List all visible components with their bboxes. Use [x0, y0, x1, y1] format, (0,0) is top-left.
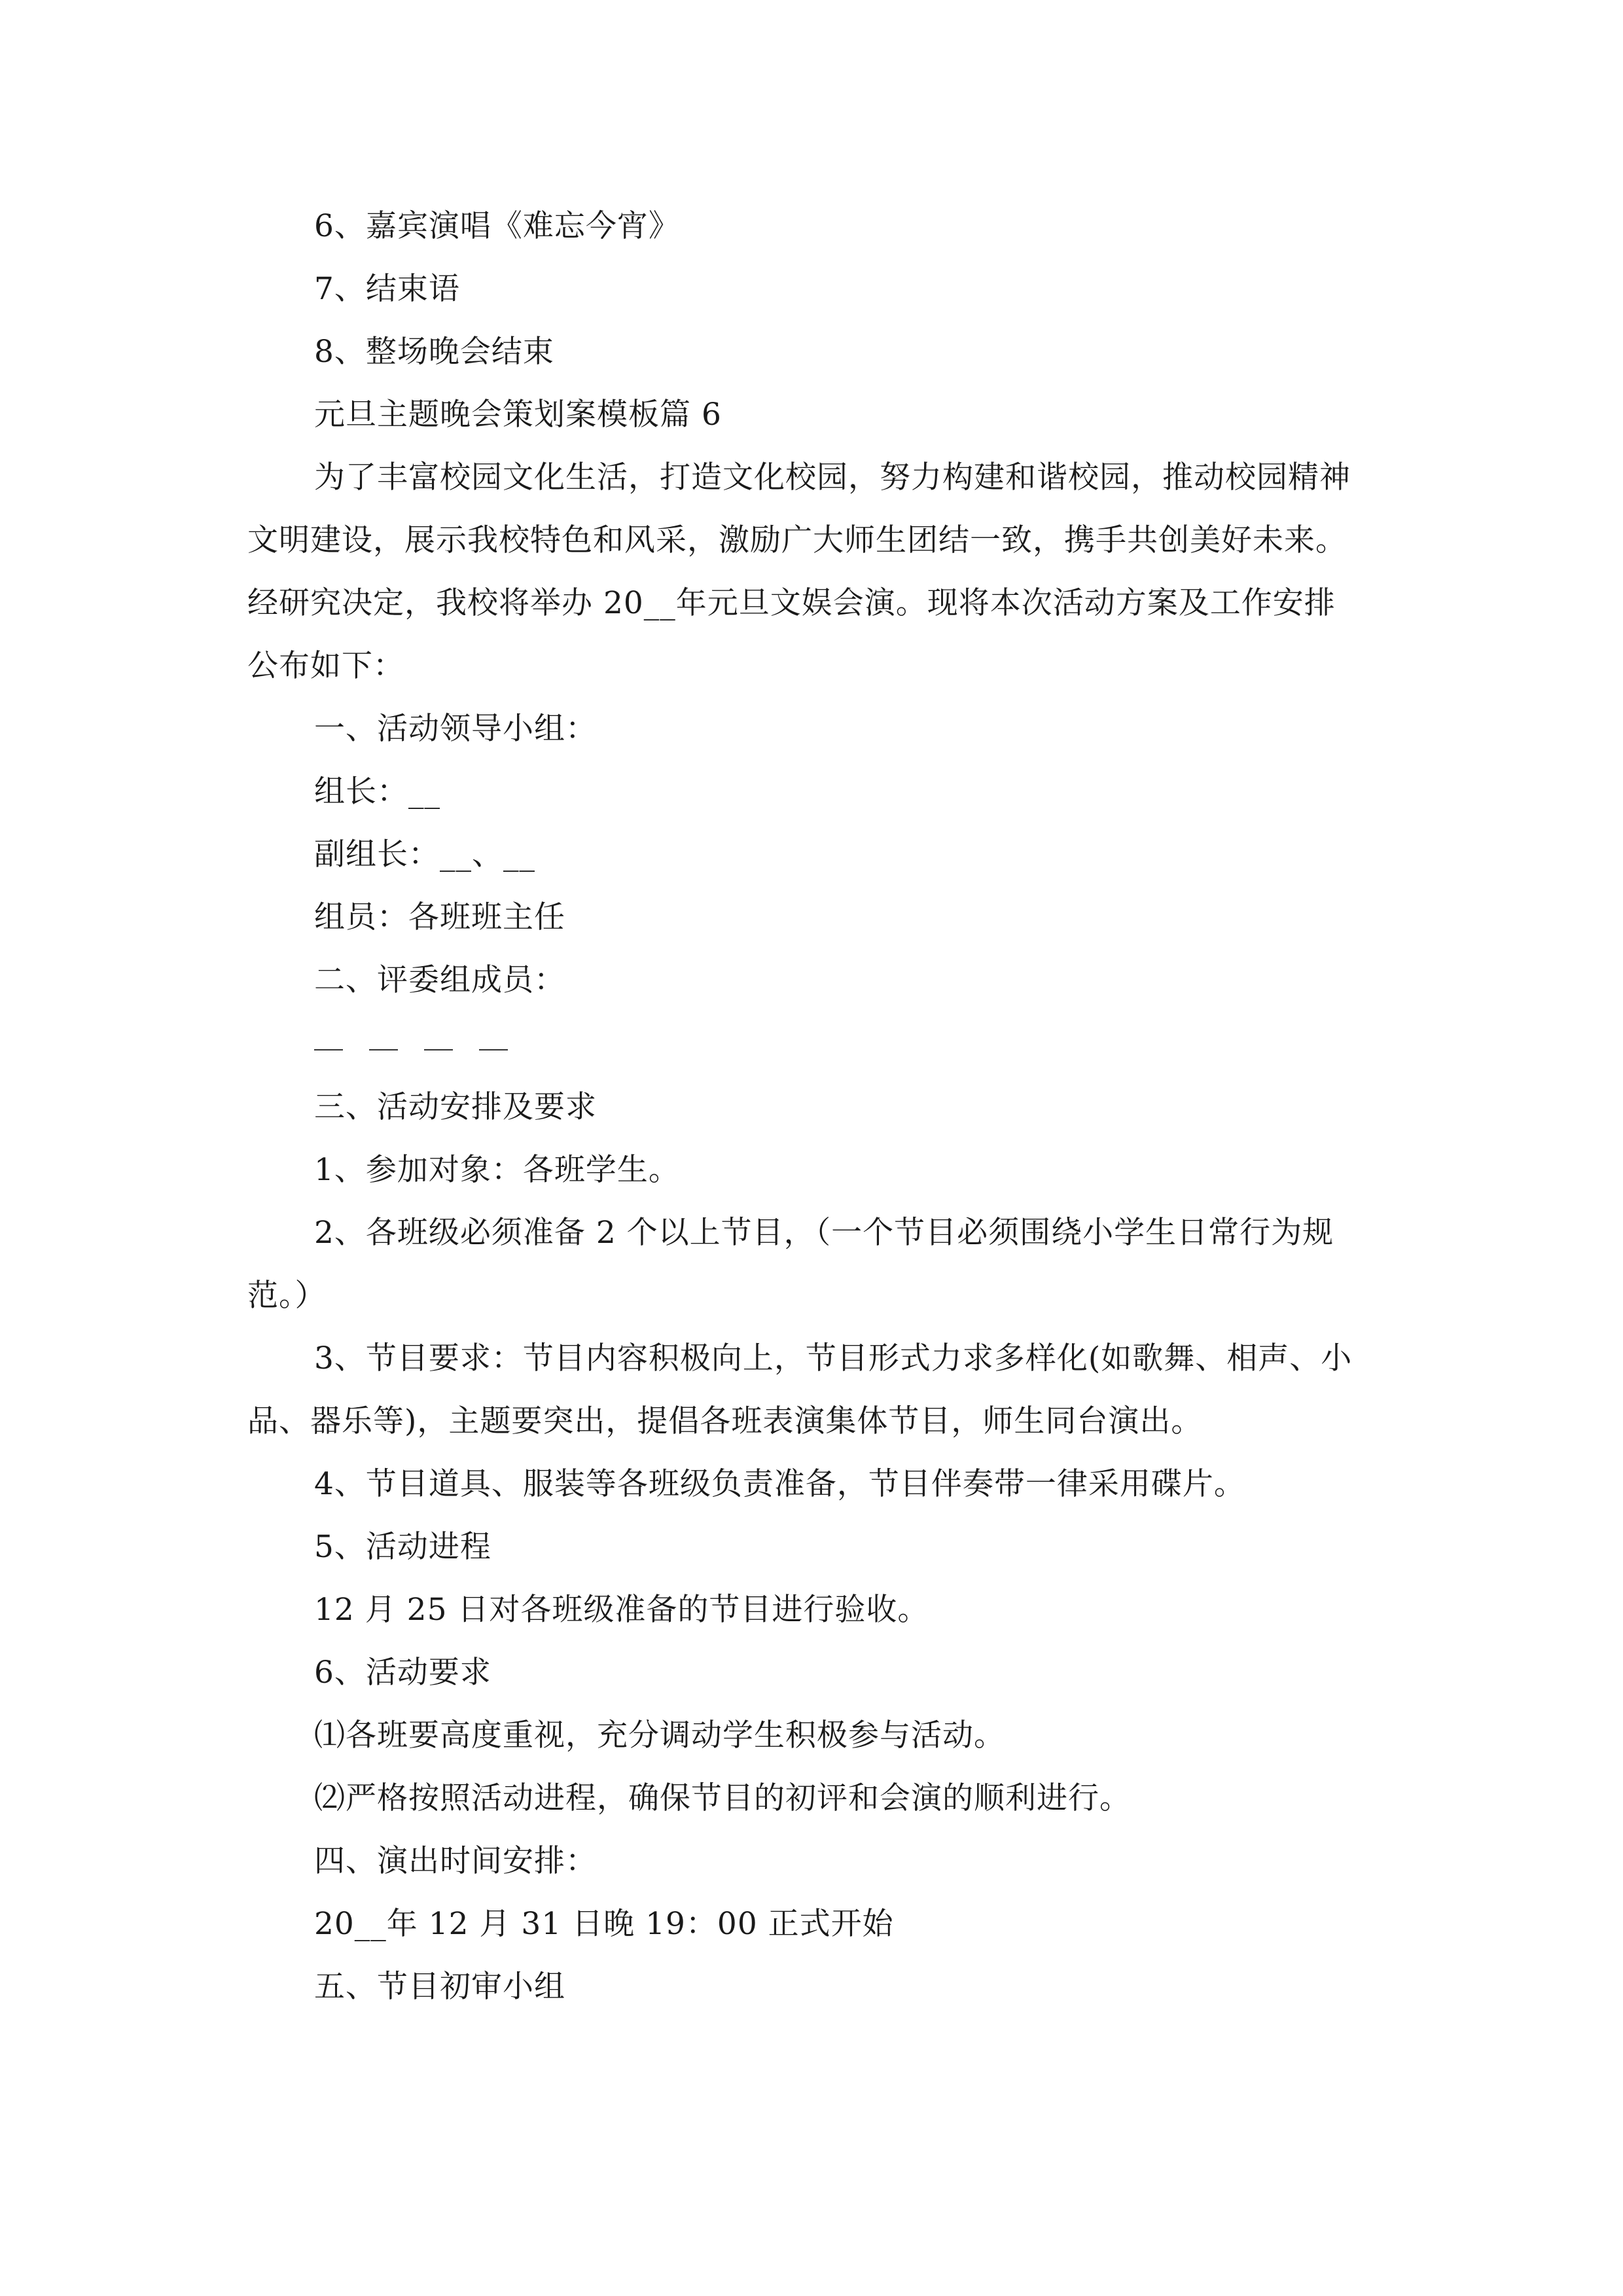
intro-paragraph-line-4: 公布如下： — [247, 648, 404, 684]
program-item-8: 8、整场晚会结束 — [314, 334, 554, 370]
schedule-heading: 四、演出时间安排： — [314, 1843, 597, 1879]
program-item-6: 6、嘉宾演唱《难忘今宵》 — [314, 208, 680, 244]
group-leader-line: 组长：__ — [314, 774, 440, 810]
schedule-detail: 20__年 12 月 31 日晚 19：00 正式开始 — [314, 1906, 894, 1942]
intro-paragraph-line-1: 为了丰富校园文化生活，打造文化校园，努力构建和谐校园，推动校园精神 — [314, 459, 1351, 495]
requirement-2: ⑵严格按照活动进程，确保节目的初评和会演的顺利进行。 — [314, 1780, 1131, 1816]
group-members-line: 组员：各班班主任 — [314, 899, 565, 935]
section-heading: 元旦主题晚会策划案模板篇 6 — [314, 397, 722, 433]
program-requirements-line-1: 3、节目要求：节目内容积极向上，节目形式力求多样化(如歌舞、相声、小 — [314, 1340, 1353, 1376]
review-group-heading: 五、节目初审小组 — [314, 1969, 565, 2005]
program-item-7: 7、结束语 — [314, 271, 460, 307]
judges-blank-lines — [314, 1049, 508, 1050]
blank-line — [479, 1049, 508, 1050]
blank-line — [424, 1049, 453, 1050]
judges-heading: 二、评委组成员： — [314, 962, 565, 998]
blank-line — [369, 1049, 398, 1050]
deputy-leader-line: 副组长：__、__ — [314, 836, 535, 872]
blank-line — [314, 1049, 343, 1050]
participants-item: 1、参加对象：各班学生。 — [314, 1152, 680, 1188]
arrangement-heading: 三、活动安排及要求 — [314, 1089, 597, 1125]
programs-item-line-1: 2、各班级必须准备 2 个以上节目，（一个节目必须围绕小学生日常行为规 — [314, 1215, 1334, 1251]
props-item: 4、节目道具、服装等各班级负责准备，节目伴奏带一律采用碟片。 — [314, 1466, 1245, 1502]
intro-paragraph-line-3: 经研究决定，我校将举办 20__年元旦文娱会演。现将本次活动方案及工作安排 — [247, 585, 1336, 621]
requirement-1: ⑴各班要高度重视，充分调动学生积极参与活动。 — [314, 1717, 1005, 1753]
program-requirements-line-2: 品、器乐等)，主题要突出，提倡各班表演集体节目，师生同台演出。 — [247, 1403, 1203, 1439]
progress-heading: 5、活动进程 — [314, 1529, 491, 1565]
progress-detail: 12 月 25 日对各班级准备的节目进行验收。 — [314, 1592, 929, 1628]
programs-item-line-2: 范。） — [247, 1278, 327, 1314]
leadership-group-heading: 一、活动领导小组： — [314, 711, 597, 747]
intro-paragraph-line-2: 文明建设，展示我校特色和风采，激励广大师生团结一致，携手共创美好未来。 — [247, 522, 1347, 558]
activity-requirements-heading: 6、活动要求 — [314, 1655, 491, 1691]
